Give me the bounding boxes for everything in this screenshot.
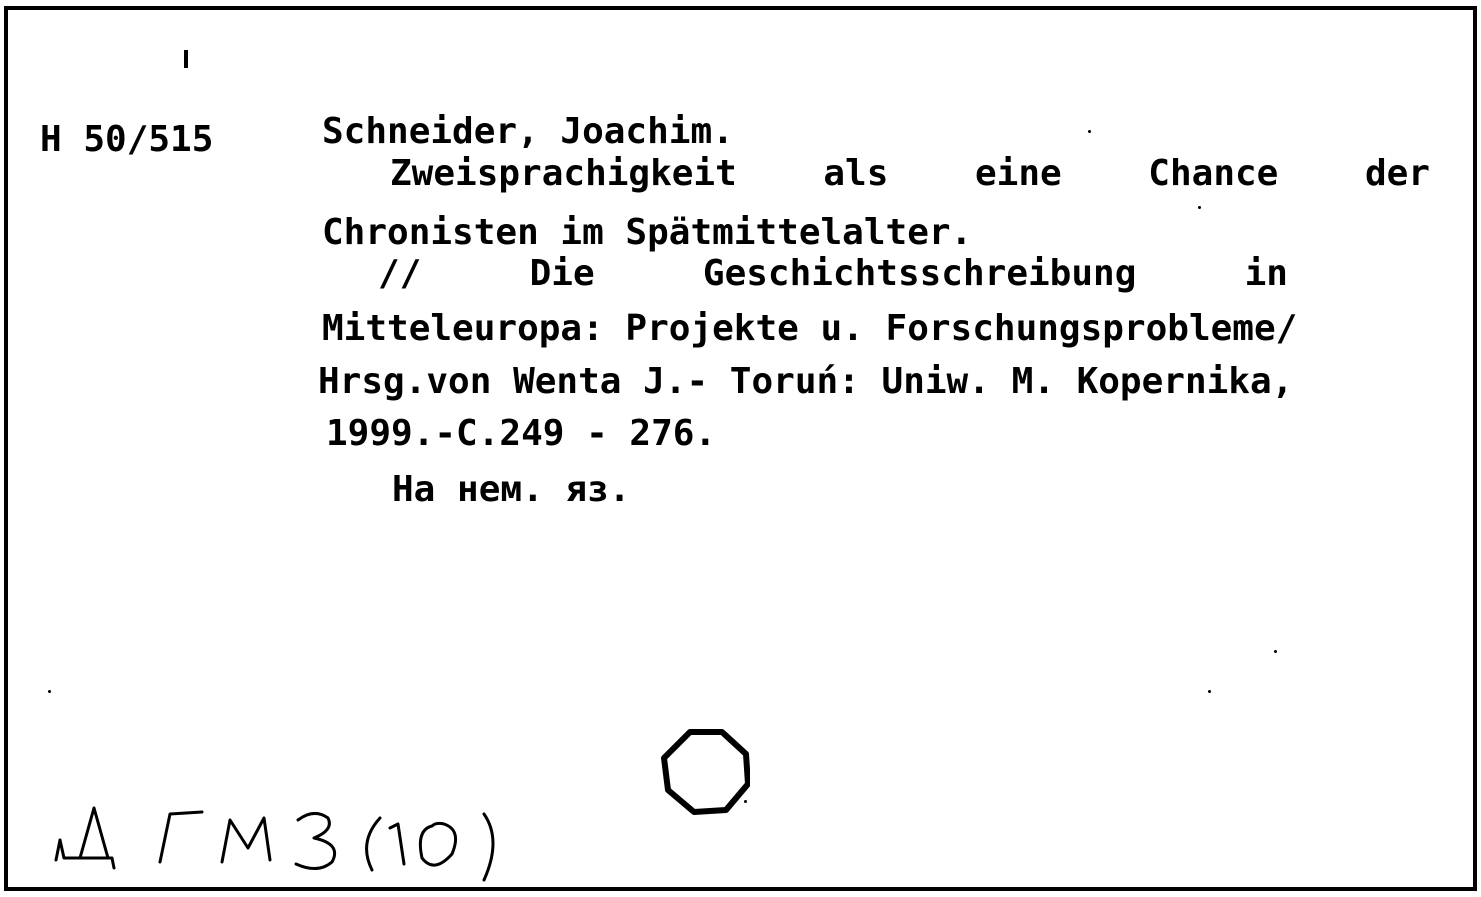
catalog-card	[4, 6, 1477, 891]
author-line: Schneider, Joachim.	[322, 111, 734, 152]
title-word: als	[823, 153, 889, 194]
language-note: На нем. яз.	[392, 469, 631, 510]
call-number: Н 50/515	[40, 119, 214, 160]
source-word: //	[378, 253, 422, 294]
title-word: der	[1364, 153, 1430, 194]
source-line-2: Mitteleuropa: Projekte u. Forschungsprobleme/	[322, 308, 1298, 349]
title-word: Zweisprachigkeit	[390, 153, 737, 194]
source-line-4: 1999.-С.249 - 276.	[326, 413, 717, 454]
source-word: in	[1244, 253, 1288, 294]
title-word: Chance	[1148, 153, 1279, 194]
top-tick-mark	[184, 50, 188, 68]
title-line-1	[390, 153, 1430, 194]
punch-hole	[660, 728, 750, 816]
source-line-3: Hrsg.von Wenta J.- Toruń: Uniw. M. Kopernika,	[318, 361, 1294, 402]
handwritten-shelf-code	[52, 800, 522, 890]
title-line-2: Chronisten im Spätmittelalter.	[322, 212, 973, 253]
source-word: Die	[529, 253, 595, 294]
source-word: Geschichtsschreibung	[702, 253, 1137, 294]
source-line-1	[378, 253, 1288, 294]
title-word: eine	[975, 153, 1062, 194]
